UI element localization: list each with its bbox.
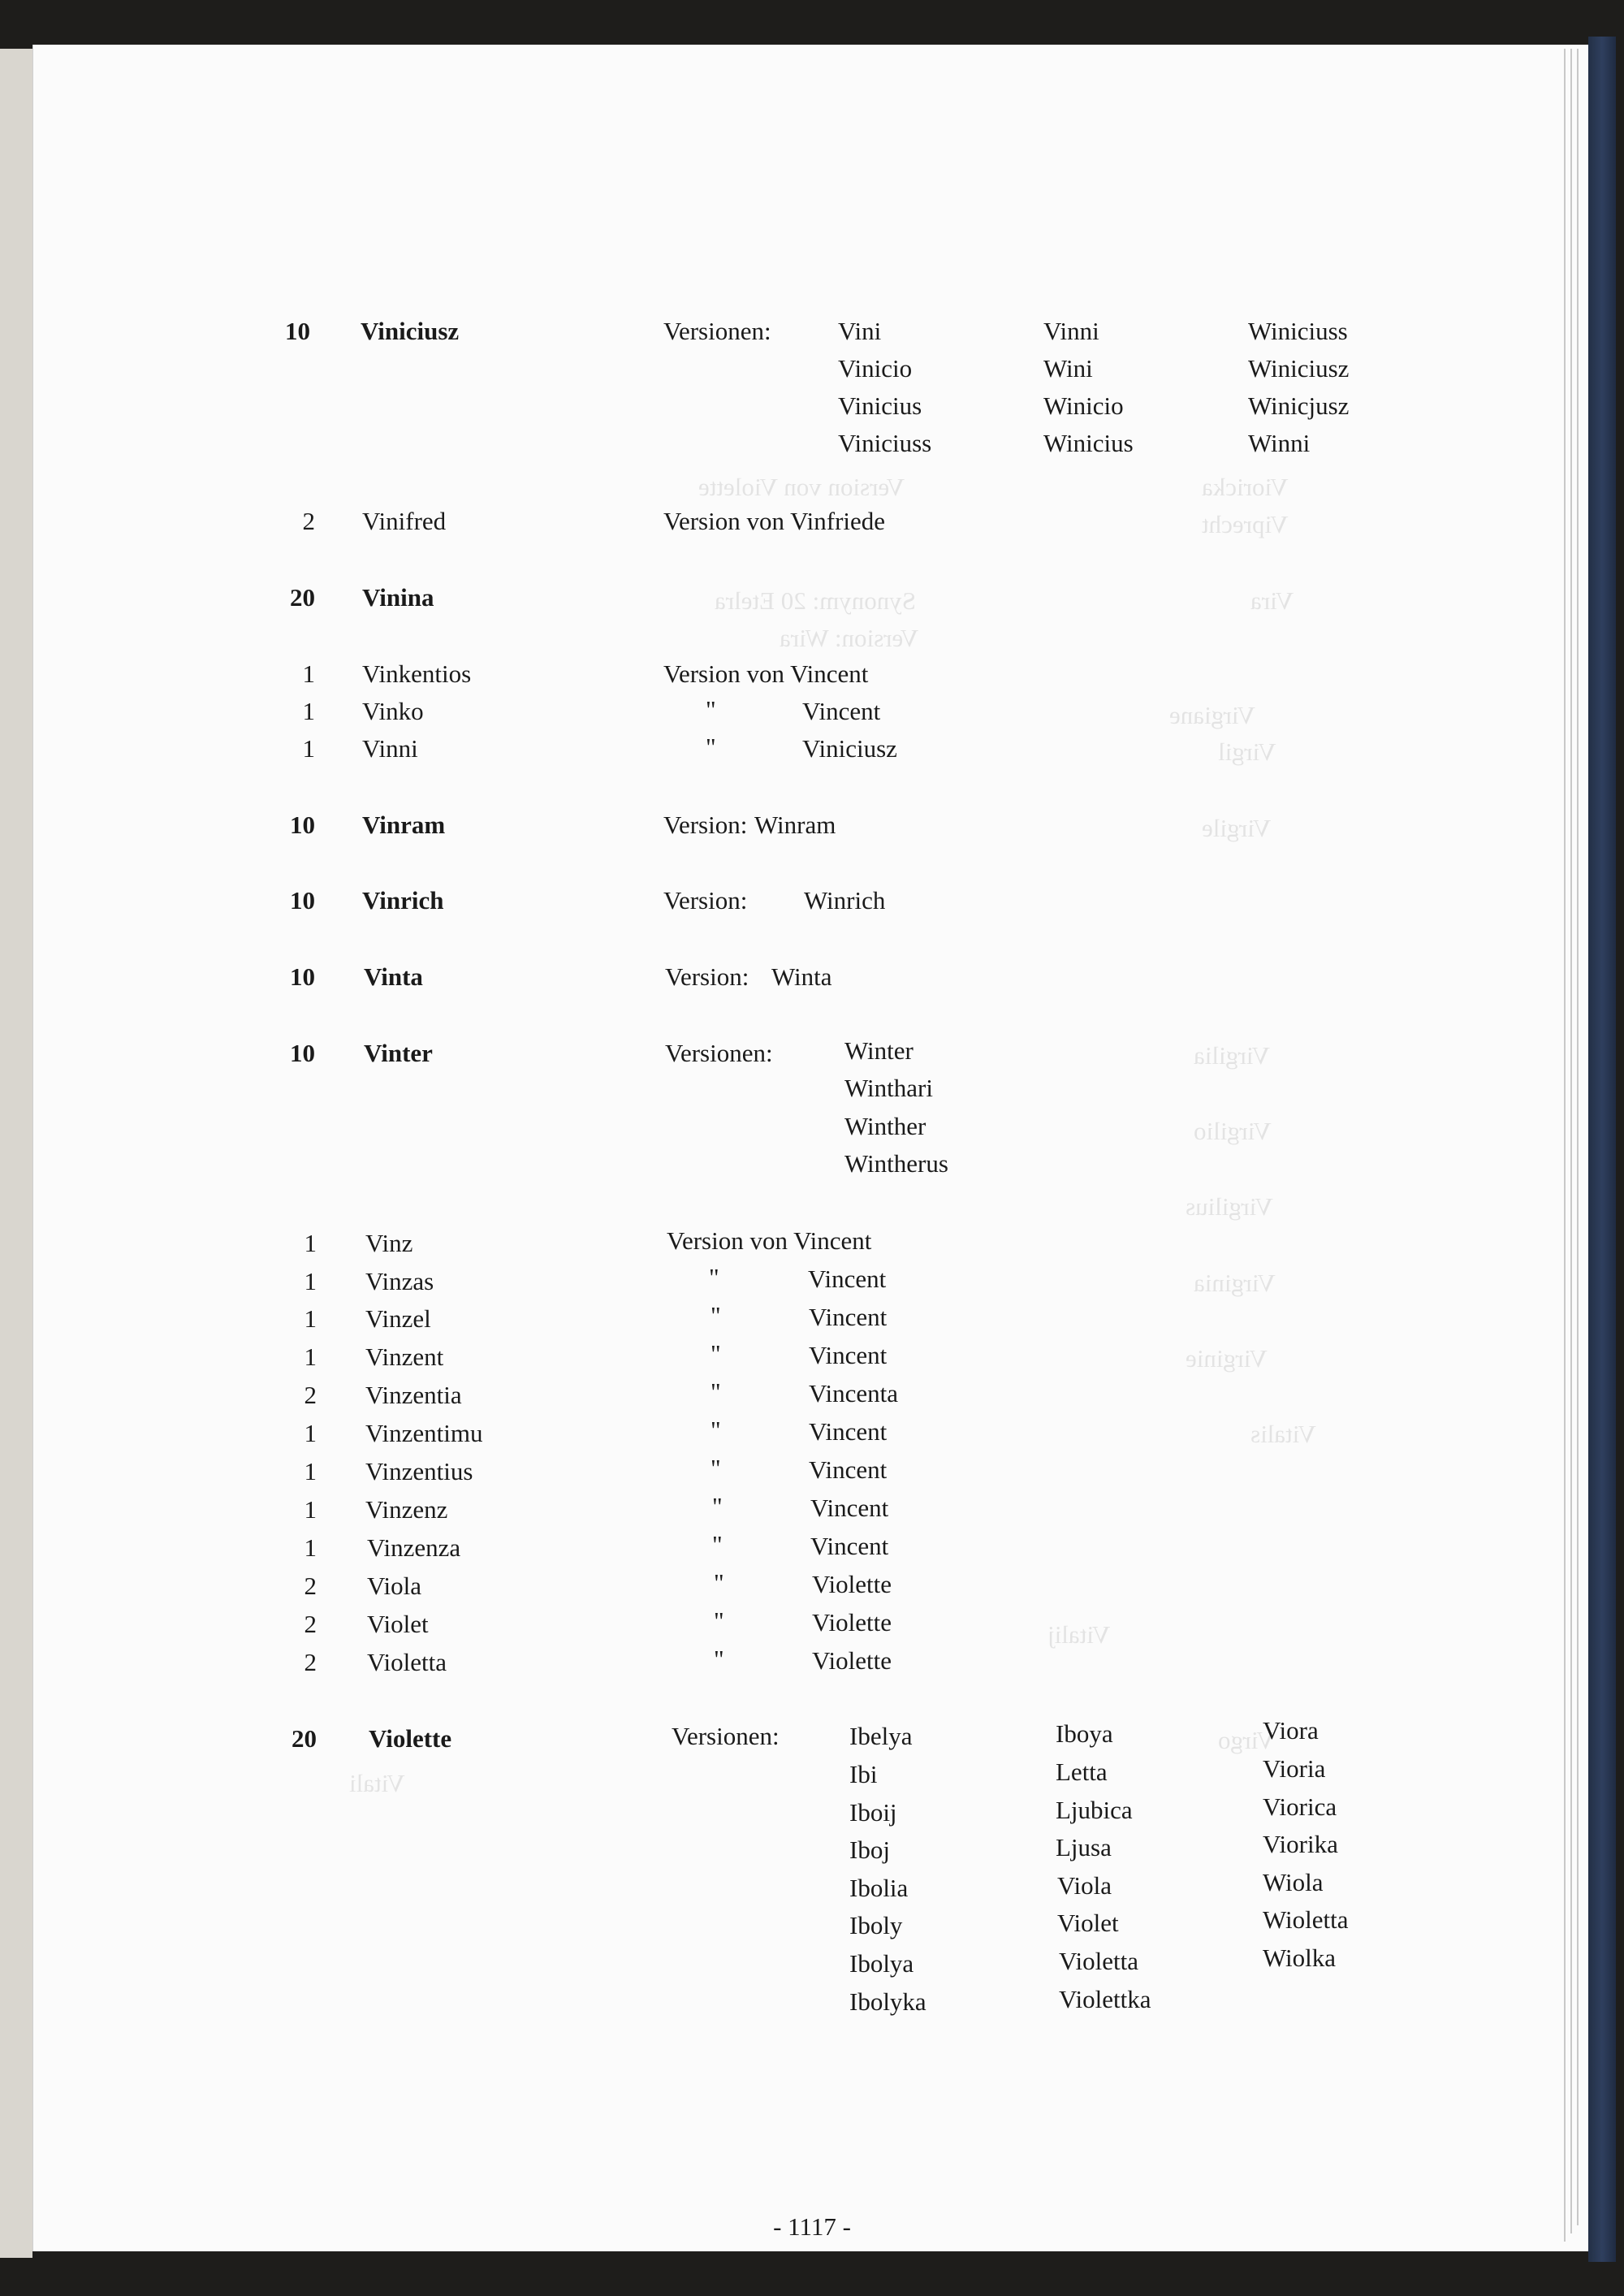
entry-value: Vincent <box>810 1494 889 1522</box>
entry-name: Vinkentios <box>362 659 472 688</box>
ditto-mark: " <box>714 1645 724 1673</box>
version-name: Vinni <box>1043 317 1099 345</box>
version-name: Iboly <box>849 1911 903 1939</box>
entry-count: 1 <box>302 697 315 725</box>
page-number: - 1117 - <box>773 2212 851 2241</box>
entry-count: 2 <box>304 1572 317 1600</box>
entry-label: Versionen: <box>665 1039 773 1067</box>
entry-count: 1 <box>304 1343 317 1371</box>
entry-label: Version von Vincent <box>667 1226 872 1255</box>
entry-count: 1 <box>304 1419 317 1447</box>
show-through-text: Version: Wira <box>780 624 919 652</box>
entry-value: Vincent <box>809 1341 888 1369</box>
entry-name: Violetta <box>367 1648 447 1676</box>
entry-count: 20 <box>290 583 315 612</box>
version-name: Wintherus <box>844 1149 948 1178</box>
show-through-text: Virgilius <box>1186 1192 1273 1221</box>
entry-label: Version von Vincent <box>663 659 869 688</box>
show-through-text: Vioricka <box>1202 473 1289 501</box>
entry-count: 10 <box>290 886 315 915</box>
page-edge <box>1577 49 1579 2225</box>
ditto-mark: " <box>710 1339 721 1368</box>
entry-count: 2 <box>304 1381 317 1409</box>
ditto-mark: " <box>714 1568 724 1597</box>
page-edge <box>1570 49 1572 2233</box>
ditto-mark: " <box>710 1301 721 1330</box>
entry-value: Vincent <box>809 1455 888 1484</box>
entry-name: Vinzel <box>365 1304 431 1333</box>
version-name: Winiciuss <box>1248 317 1348 345</box>
entry-name: Vinram <box>362 811 446 839</box>
entry-value: Violette <box>812 1646 892 1675</box>
ditto-mark: " <box>706 733 716 761</box>
version-name: Viorica <box>1263 1792 1337 1821</box>
book-edge-left <box>0 49 32 2258</box>
show-through-text: Virgo <box>1218 1726 1275 1754</box>
version-name: Winter <box>844 1036 914 1065</box>
version-name: Ibolyka <box>849 1987 926 2016</box>
version-name: Vini <box>838 317 882 345</box>
version-name: Ljubica <box>1056 1796 1133 1824</box>
version-name: Winni <box>1248 429 1311 457</box>
ditto-mark: " <box>706 695 716 724</box>
show-through-text: Synonym: 20 Etelra <box>715 586 916 615</box>
entry-name: Violet <box>367 1610 429 1638</box>
version-name: Letta <box>1056 1758 1108 1786</box>
version-name: Wini <box>1043 354 1093 383</box>
entry-label: Version von Vinfriede <box>663 507 886 535</box>
entry-count: 1 <box>304 1229 317 1257</box>
show-through-text: Virginia <box>1194 1269 1276 1297</box>
entry-name: Viniciusz <box>361 317 460 345</box>
entry-value: Violette <box>812 1570 892 1598</box>
entry-value: Viniciusz <box>802 734 897 763</box>
ditto-mark: " <box>710 1454 721 1482</box>
version-name: Iboij <box>849 1798 897 1827</box>
entry-count: 10 <box>285 317 310 345</box>
book-cover-spine <box>1588 37 1616 2262</box>
entry-value: Winram <box>754 811 836 839</box>
version-name: Winther <box>844 1112 926 1140</box>
version-name: Ibolia <box>849 1874 909 1902</box>
version-name: Viorika <box>1263 1830 1338 1858</box>
entry-count: 1 <box>302 659 315 688</box>
entry-count: 10 <box>290 1039 315 1067</box>
version-name: Wioletta <box>1263 1905 1349 1934</box>
entry-name: Vinzenza <box>367 1533 461 1562</box>
entry-name: Vinzas <box>365 1267 434 1295</box>
entry-count: 10 <box>290 962 315 991</box>
show-through-text: Virgilio <box>1194 1117 1272 1145</box>
entry-name: Vinzent <box>365 1343 444 1371</box>
version-name: Ibelya <box>849 1722 913 1750</box>
entry-value: Winrich <box>804 886 886 915</box>
show-through-text: Virgile <box>1202 814 1272 842</box>
entry-count: 2 <box>304 1648 317 1676</box>
ditto-mark: " <box>709 1263 719 1291</box>
entry-name: Vinzentius <box>365 1457 473 1485</box>
entry-name: Vinina <box>362 583 434 612</box>
entry-value: Vincent <box>808 1265 887 1293</box>
entry-name: Vinz <box>365 1229 413 1257</box>
show-through-text: Vitalij <box>1047 1620 1111 1649</box>
entry-count: 20 <box>292 1724 317 1753</box>
show-through-text: Vitali <box>349 1769 405 1797</box>
show-through-text: Virgil <box>1218 737 1276 766</box>
version-name: Wiola <box>1263 1868 1324 1896</box>
entry-name: Vinzentimu <box>365 1419 483 1447</box>
version-name: Viora <box>1263 1716 1319 1745</box>
version-name: Vinicio <box>838 354 913 383</box>
show-through-text: Version von Violette <box>698 473 905 501</box>
entry-name: Vinzenz <box>365 1495 448 1524</box>
version-name: Viola <box>1057 1871 1112 1900</box>
version-name: Winicius <box>1043 429 1134 457</box>
version-name: Iboya <box>1056 1719 1113 1748</box>
entry-count: 1 <box>304 1304 317 1333</box>
show-through-text: Virginie <box>1186 1344 1268 1373</box>
version-name: Winthari <box>844 1074 933 1102</box>
version-name: Wiolka <box>1263 1944 1337 1972</box>
entry-value: Winta <box>771 962 832 991</box>
entry-name: Viola <box>367 1572 422 1600</box>
version-name: Winicio <box>1043 391 1124 420</box>
entry-label: Version: <box>665 962 749 991</box>
version-name: Ibi <box>849 1760 878 1788</box>
ditto-mark: " <box>714 1606 724 1635</box>
book-page <box>32 45 1588 2251</box>
entry-name: Vinifred <box>362 507 447 535</box>
entry-name: Vinrich <box>362 886 444 915</box>
entry-count: 1 <box>304 1533 317 1562</box>
entry-count: 1 <box>302 734 315 763</box>
entry-value: Vincent <box>809 1417 888 1446</box>
entry-name: Vinter <box>364 1039 433 1067</box>
entry-label: Version: <box>663 886 748 915</box>
show-through-text: Vitalis <box>1250 1420 1316 1448</box>
entry-value: Violette <box>812 1608 892 1637</box>
ditto-mark: " <box>712 1492 723 1520</box>
version-name: Winicjusz <box>1248 391 1350 420</box>
entry-value: Vincent <box>810 1532 889 1560</box>
entry-name: Vinko <box>362 697 424 725</box>
entry-count: 10 <box>290 811 315 839</box>
entry-label: Versionen: <box>672 1722 780 1750</box>
entry-count: 1 <box>304 1267 317 1295</box>
entry-count: 2 <box>304 1610 317 1638</box>
entry-count: 1 <box>304 1495 317 1524</box>
entry-label: Versionen: <box>663 317 771 345</box>
version-name: Violet <box>1057 1909 1119 1937</box>
entry-name: Vinni <box>362 734 418 763</box>
entry-label: Version: <box>663 811 748 839</box>
ditto-mark: " <box>710 1416 721 1444</box>
ditto-mark: " <box>710 1377 721 1406</box>
version-name: Iboj <box>849 1836 890 1864</box>
version-name: Viniciuss <box>838 429 932 457</box>
show-through-text: Virgiane <box>1169 701 1256 729</box>
page-edge <box>1564 49 1566 2242</box>
entry-name: Vinzentia <box>365 1381 462 1409</box>
ditto-mark: " <box>712 1530 723 1559</box>
entry-name: Violette <box>369 1724 452 1753</box>
entry-count: 1 <box>304 1457 317 1485</box>
entry-name: Vinta <box>364 962 423 991</box>
entry-count: 2 <box>302 507 315 535</box>
entry-value: Vincent <box>809 1303 888 1331</box>
version-name: Vinicius <box>838 391 922 420</box>
entry-value: Vincenta <box>809 1379 899 1407</box>
entry-value: Vincent <box>802 697 881 725</box>
version-name: Ibolya <box>849 1949 914 1978</box>
show-through-text: Vira <box>1250 586 1294 615</box>
version-name: Violetta <box>1059 1947 1138 1975</box>
version-name: Ljusa <box>1056 1833 1112 1861</box>
version-name: Vioria <box>1263 1754 1326 1783</box>
version-name: Winiciusz <box>1248 354 1350 383</box>
show-through-text: Virgilia <box>1194 1041 1270 1070</box>
show-through-text: Viprecht <box>1202 510 1289 538</box>
version-name: Violettka <box>1059 1985 1151 2013</box>
